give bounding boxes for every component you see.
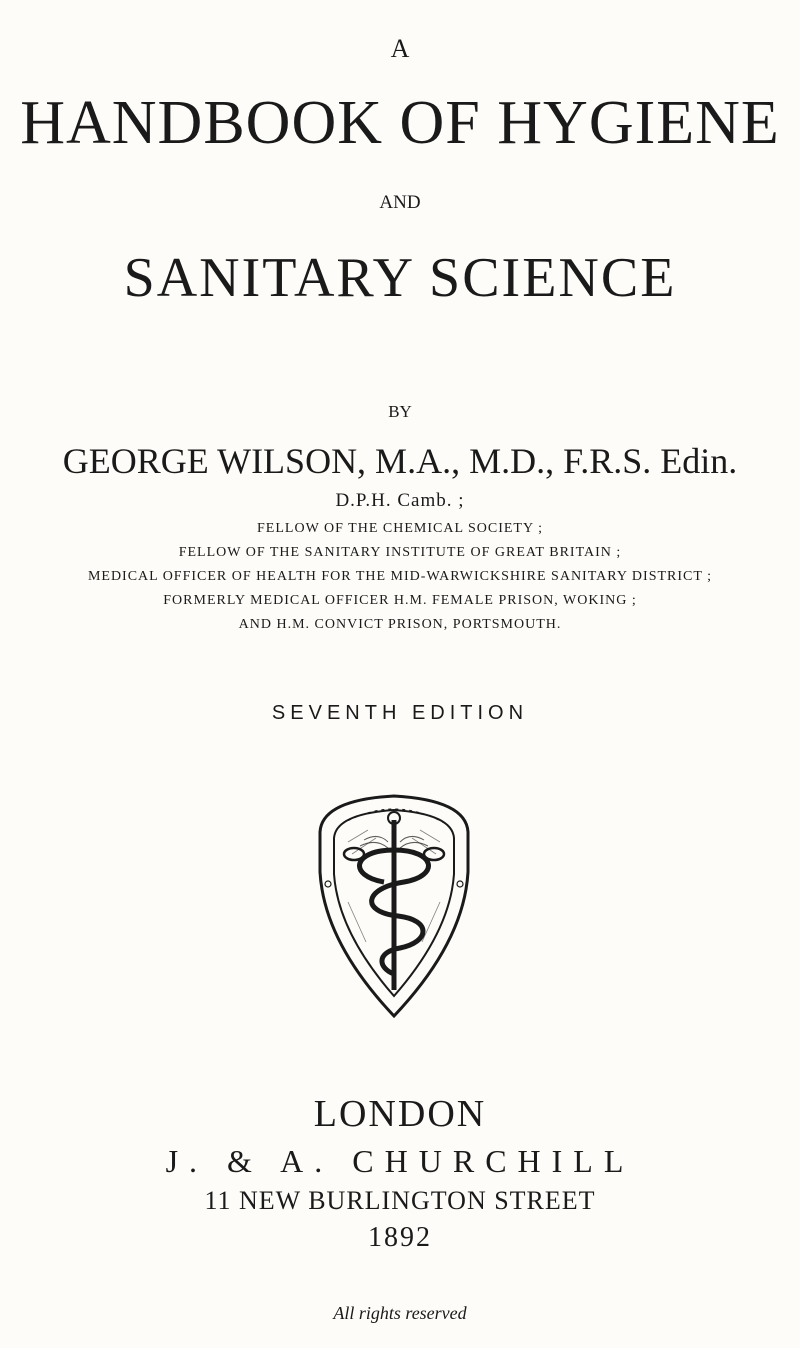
publisher-address: 11 NEW BURLINGTON STREET (204, 1186, 596, 1215)
publication-place: LONDON (313, 1093, 487, 1135)
by-line: BY (388, 402, 412, 421)
publisher-emblem (308, 792, 480, 1020)
title-conjunction: AND (379, 192, 421, 213)
publication-year: 1892 (368, 1222, 432, 1253)
publisher-name: J. & A. CHURCHILL (165, 1143, 635, 1179)
credential-line: FORMERLY MEDICAL OFFICER H.M. FEMALE PRISON, WOKING ; (163, 593, 637, 608)
main-title: HANDBOOK OF HYGIENE (20, 89, 780, 157)
author-degree: D.P.H. Camb. ; (335, 490, 465, 511)
rights-notice: All rights reserved (333, 1303, 467, 1323)
author-name: GEORGE WILSON, M.A., M.D., F.R.S. Edin. (62, 441, 738, 481)
credential-line: FELLOW OF THE SANITARY INSTITUTE OF GREAT BRITAIN ; (178, 545, 622, 560)
sub-title: SANITARY SCIENCE (123, 247, 677, 309)
title-article: A (390, 34, 410, 63)
credential-line: FELLOW OF THE CHEMICAL SOCIETY ; (257, 521, 543, 536)
shield-serpent-icon (308, 792, 480, 1020)
credential-line: AND H.M. CONVICT PRISON, PORTSMOUTH. (238, 617, 562, 632)
credential-line: MEDICAL OFFICER OF HEALTH FOR THE MID-WARWICKSHIRE SANITARY DISTRICT ; (87, 569, 713, 584)
edition-label: SEVENTH EDITION (271, 702, 529, 724)
